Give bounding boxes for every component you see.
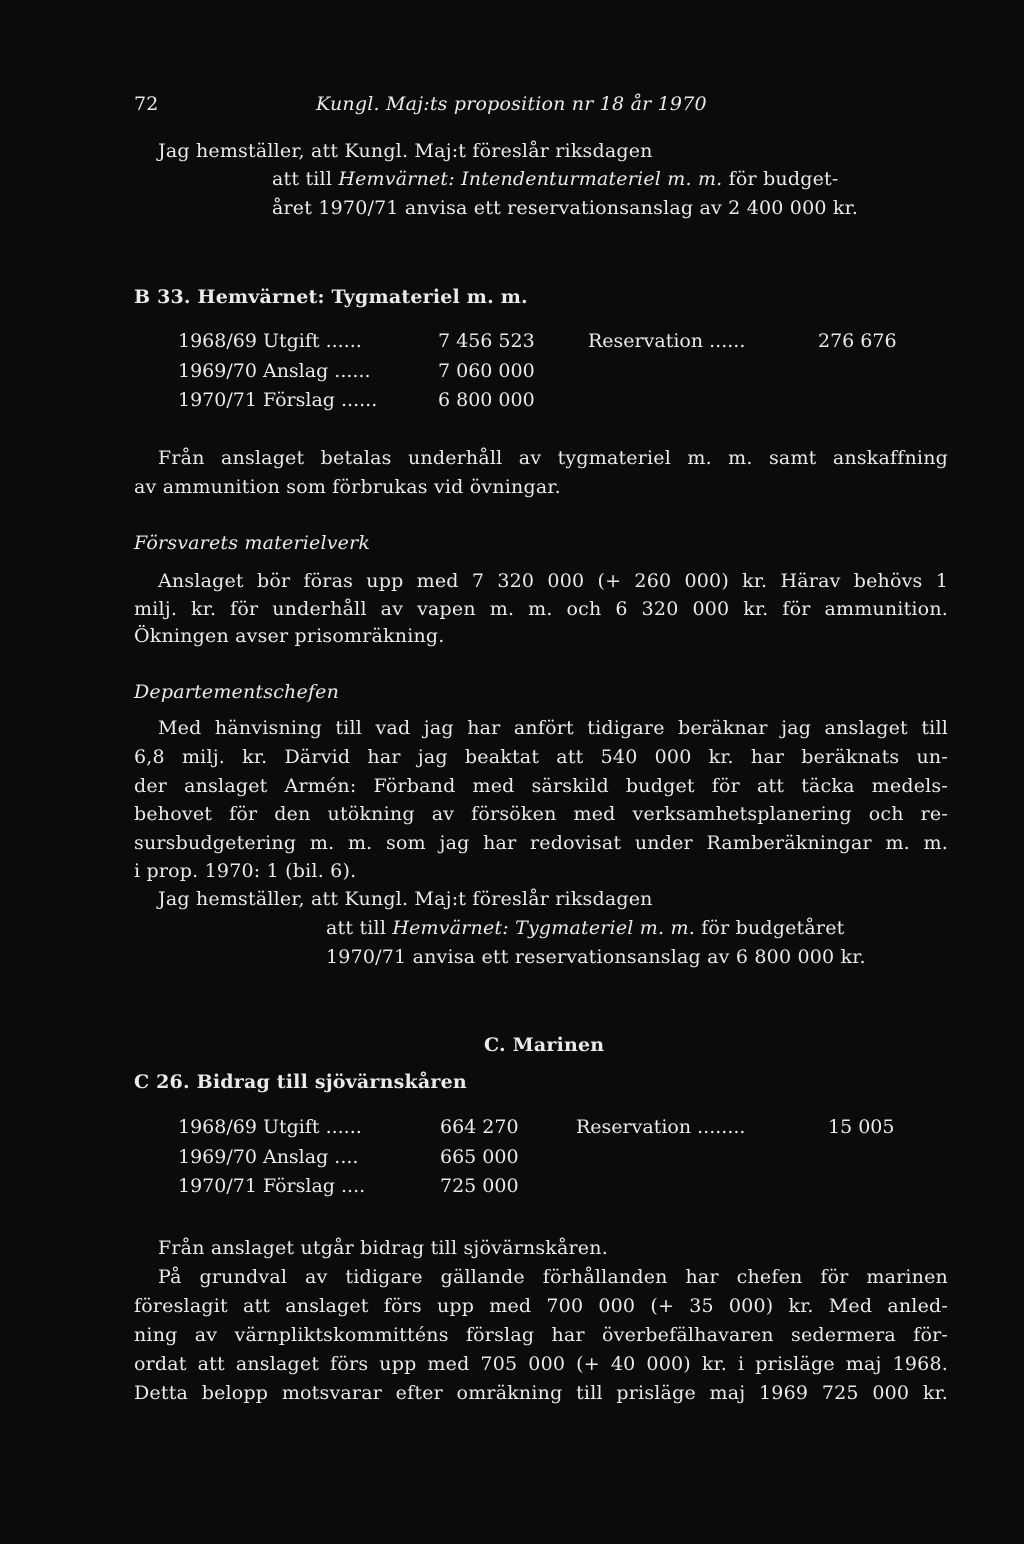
- b33-description-line-1: Från anslaget betalas underhåll av tygmateriel m. m. samt anskaffning: [158, 447, 948, 469]
- page-number: 72: [134, 93, 159, 115]
- c26-heading: C 26. Bidrag till sjövärnskåren: [134, 1071, 467, 1093]
- b33-row-1-reservation-label: Reservation ......: [588, 330, 746, 352]
- b33-motion-line-1-pre: att till: [326, 917, 393, 939]
- b33-motion-line-1-italic: Hemvärnet: Tygmateriel m. m.: [392, 917, 695, 939]
- b33-row-1-reservation-amount: 276 676: [818, 330, 897, 352]
- motion-line-1-post: för budget-: [722, 168, 839, 190]
- b33-row-3-amount: 6 800 000: [438, 389, 535, 411]
- dep-line-1: Med hänvisning till vad jag har anfört tidigare beräknar jag anslaget till: [158, 717, 948, 739]
- b33-motion-line-2: 1970/71 anvisa ett reservationsanslag av 6 800 000 kr.: [326, 946, 866, 968]
- dep-line-5: sursbudgetering m. m. som jag har redovisat under Ramberäkningar m. m.: [134, 832, 948, 854]
- running-title: Kungl. Maj:ts proposition nr 18 år 1970: [316, 93, 707, 115]
- c26-paragraph-2-line-1: På grundval av tidigare gällande förhållanden har chefen för marinen: [158, 1266, 948, 1288]
- c26-paragraph-2-line-2: föreslagit att anslaget förs upp med 700 000 (+ 35 000) kr. Med anled-: [134, 1295, 948, 1317]
- c26-row-1-reservation-amount: 15 005: [828, 1116, 895, 1138]
- fmv-line-3: Ökningen avser prisomräkning.: [134, 625, 445, 647]
- b33-heading: B 33. Hemvärnet: Tygmateriel m. m.: [134, 286, 528, 308]
- c26-row-1-amount: 664 270: [440, 1116, 519, 1138]
- b33-row-2-label: 1969/70 Anslag ......: [178, 360, 371, 382]
- b33-motion-intro: Jag hemställer, att Kungl. Maj:t föreslår riksdagen: [158, 888, 653, 910]
- c26-row-3-amount: 725 000: [440, 1175, 519, 1197]
- marinen-section-heading: C. Marinen: [484, 1034, 605, 1056]
- b33-description-line-2: av ammunition som förbrukas vid övningar.: [134, 476, 561, 498]
- dep-line-3: der anslaget Armén: Förband med särskild budget för att täcka medels-: [134, 775, 948, 797]
- motion-line-2: året 1970/71 anvisa ett reservationsanslag av 2 400 000 kr.: [272, 197, 859, 219]
- b33-row-2-amount: 7 060 000: [438, 360, 535, 382]
- c26-row-2-amount: 665 000: [440, 1146, 519, 1168]
- motion-intro: Jag hemställer, att Kungl. Maj:t föreslår riksdagen: [158, 140, 653, 162]
- motion-line-1: [272, 168, 839, 190]
- c26-paragraph-2-line-5: Detta belopp motsvarar efter omräkning till prisläge maj 1969 725 000 kr.: [134, 1382, 948, 1404]
- fmv-heading: Försvarets materielverk: [134, 532, 371, 554]
- c26-row-1-reservation-label: Reservation ........: [576, 1116, 746, 1138]
- c26-row-3-label: 1970/71 Förslag ....: [178, 1175, 366, 1197]
- b33-row-3-label: 1970/71 Förslag ......: [178, 389, 378, 411]
- fmv-line-2: milj. kr. för underhåll av vapen m. m. och 6 320 000 kr. för ammunition.: [134, 598, 948, 620]
- fmv-line-1: Anslaget bör föras upp med 7 320 000 (+ 260 000) kr. Härav behövs 1: [158, 570, 948, 592]
- motion-line-1-pre: att till: [272, 168, 339, 190]
- b33-motion-line-1-post: för budgetåret: [694, 917, 845, 939]
- b33-row-1-label: 1968/69 Utgift ......: [178, 330, 362, 352]
- dep-line-2: 6,8 milj. kr. Därvid har jag beaktat att 540 000 kr. har beräknats un-: [134, 746, 948, 768]
- dep-heading: Departementschefen: [134, 681, 340, 703]
- c26-paragraph-1: Från anslaget utgår bidrag till sjövärnskåren.: [158, 1237, 608, 1259]
- b33-motion-line-1: [326, 917, 844, 939]
- motion-line-1-italic: Hemvärnet: Intendenturmateriel m. m.: [338, 168, 723, 190]
- c26-row-1-label: 1968/69 Utgift ......: [178, 1116, 362, 1138]
- c26-paragraph-2-line-3: ning av värnpliktskommitténs förslag har överbefälhavaren sedermera för-: [134, 1324, 948, 1346]
- b33-row-1-amount: 7 456 523: [438, 330, 535, 352]
- c26-row-2-label: 1969/70 Anslag ....: [178, 1146, 359, 1168]
- dep-line-6: i prop. 1970: 1 (bil. 6).: [134, 860, 357, 882]
- c26-paragraph-2-line-4: ordat att anslaget förs upp med 705 000 (+ 40 000) kr. i prisläge maj 1968.: [134, 1353, 948, 1375]
- dep-line-4: behovet för den utökning av försöken med verksamhetsplanering och re-: [134, 803, 948, 825]
